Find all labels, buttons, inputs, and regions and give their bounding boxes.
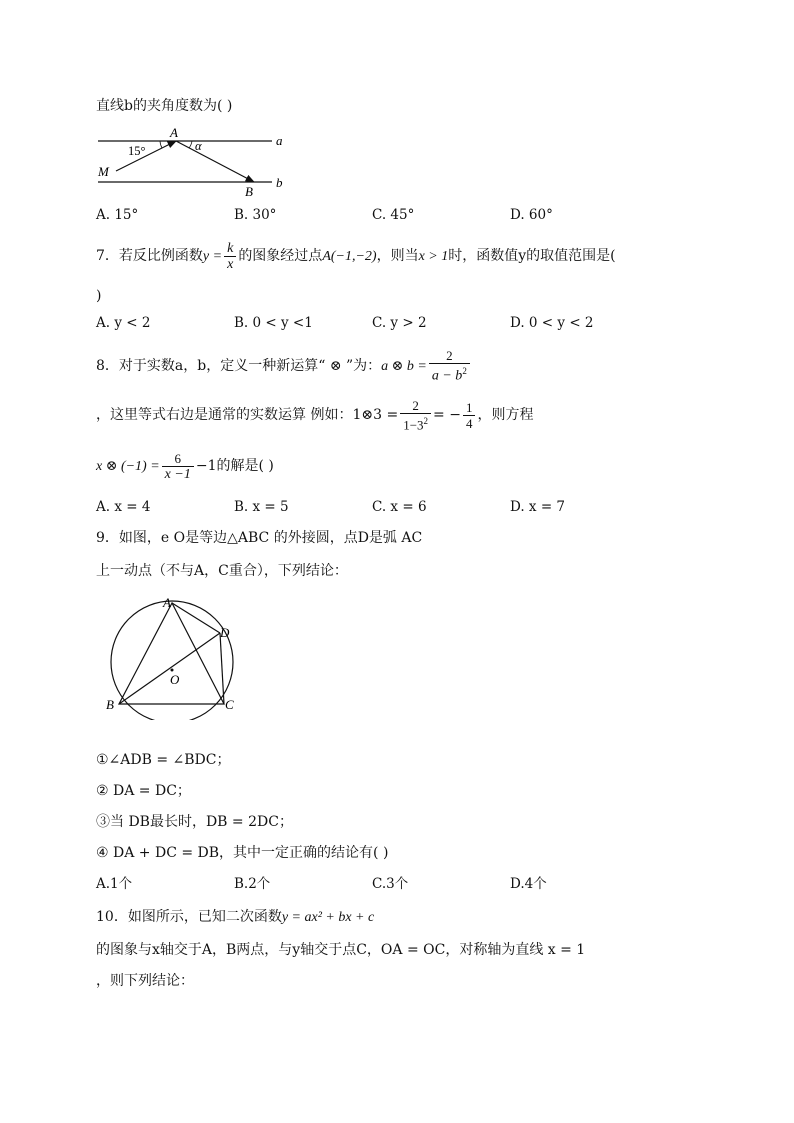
q6-option-d[interactable]: D. 60° [510, 207, 553, 223]
segment-dc [220, 633, 224, 704]
q7-stem: 7．若反比例函数y = $\frac{k}{x}$ 的图象经过点A(−1,−2)，则当x > 1时，函数值y的取值范围是( [96, 240, 616, 272]
q9-conclusion-1: ①∠ADB = ∠BDC； [96, 752, 231, 768]
q9-stem-line1: 9．如图，e O是等边△ABC 的外接圆，点D是弧 AC [96, 530, 423, 546]
q7-stem-close: ) [96, 288, 102, 304]
q8-example: ，这里等式右边是通常的实数运算 例如：1⊗3 = $\frac{2}{1-3^2}$ = − $\frac{1}{4}$ ，则方程 [96, 397, 534, 433]
q10-stem-line2: 的图象与x轴交于A，B两点，与y轴交于点C，OA = OC，对称轴为直线 x = 1 [96, 942, 586, 958]
label-b-point: B [245, 184, 253, 199]
label-o: O [170, 672, 180, 687]
label-line-a: a [276, 133, 283, 148]
q8-option-a[interactable]: A. x = 4 [96, 499, 151, 515]
q10-stem-line1: 10．如图所示，已知二次函数y = ax² + bx + c [96, 909, 375, 925]
q8-def-fraction: $\frac{2}{a - b^2}$ [429, 348, 470, 384]
circumcircle [111, 601, 233, 720]
q7-option-a[interactable]: A. y < 2 [96, 315, 151, 331]
q9-stem-line2: 上一动点（不与A，C重合），下列结论： [96, 563, 348, 579]
q8-ex-fraction: $\frac{2}{1-3^2}$ [400, 398, 431, 432]
q8-definition: 8．对于实数a，b，定义一种新运算“ ⊗ ”为：a ⊗ b = $\frac{2}{a - b^2}$ [96, 348, 472, 384]
segment-ma [116, 141, 176, 171]
segment-bd [119, 633, 220, 704]
label-c: C [225, 697, 234, 712]
q7-fraction: $\frac{k}{x}$ [224, 241, 236, 272]
q7-option-c[interactable]: C. y > 2 [372, 315, 427, 331]
q9-conclusion-4: ④ DA + DC = DB，其中一定正确的结论有( ) [96, 845, 389, 861]
q9-figure [102, 594, 252, 720]
q8-option-d[interactable]: D. x = 7 [510, 499, 566, 515]
q10-stem-line3: ，则下列结论： [96, 973, 194, 989]
q8-eq-fraction: $\frac{6}{x -1}$ [162, 451, 194, 482]
q7-option-d[interactable]: D. 0 < y < 2 [510, 315, 594, 331]
q8-equation: x ⊗ (−1) = $\frac{6}{x -1}$ −1的解是( ) [96, 450, 274, 482]
q9-option-b[interactable]: B.2个 [234, 876, 271, 892]
triangle-abc [119, 603, 224, 704]
q6-option-b[interactable]: B. 30° [234, 207, 277, 223]
q8-option-b[interactable]: B. x = 5 [234, 499, 289, 515]
label-alpha: α [195, 139, 202, 153]
q9-conclusion-3: ③当 DB最长时，DB = 2DC； [96, 814, 293, 830]
q6-option-a[interactable]: A. 15° [96, 207, 139, 223]
q6-option-c[interactable]: C. 45° [372, 207, 415, 223]
q8-option-c[interactable]: C. x = 6 [372, 499, 427, 515]
label-m: M [98, 164, 109, 179]
q7-option-b[interactable]: B. 0 < y <1 [234, 315, 313, 331]
label-d: D [220, 625, 230, 640]
q9-option-a[interactable]: A.1个 [96, 876, 133, 892]
q9-conclusion-2: ② DA = DC； [96, 783, 191, 799]
q9-option-c[interactable]: C.3个 [372, 876, 409, 892]
q6-figure [94, 124, 294, 200]
label-line-b: b [276, 175, 283, 190]
segment-ab [176, 141, 254, 182]
label-angle-15: 15° [128, 144, 146, 158]
q8-ex-fraction-2: $\frac{1}{4}$ [463, 400, 476, 431]
label-b: B [106, 697, 114, 712]
label-a: A [163, 595, 171, 610]
q6-stem: 直线b的夹角度数为( ) [96, 98, 233, 114]
label-a-point: A [170, 125, 178, 140]
q9-option-d[interactable]: D.4个 [510, 876, 547, 892]
